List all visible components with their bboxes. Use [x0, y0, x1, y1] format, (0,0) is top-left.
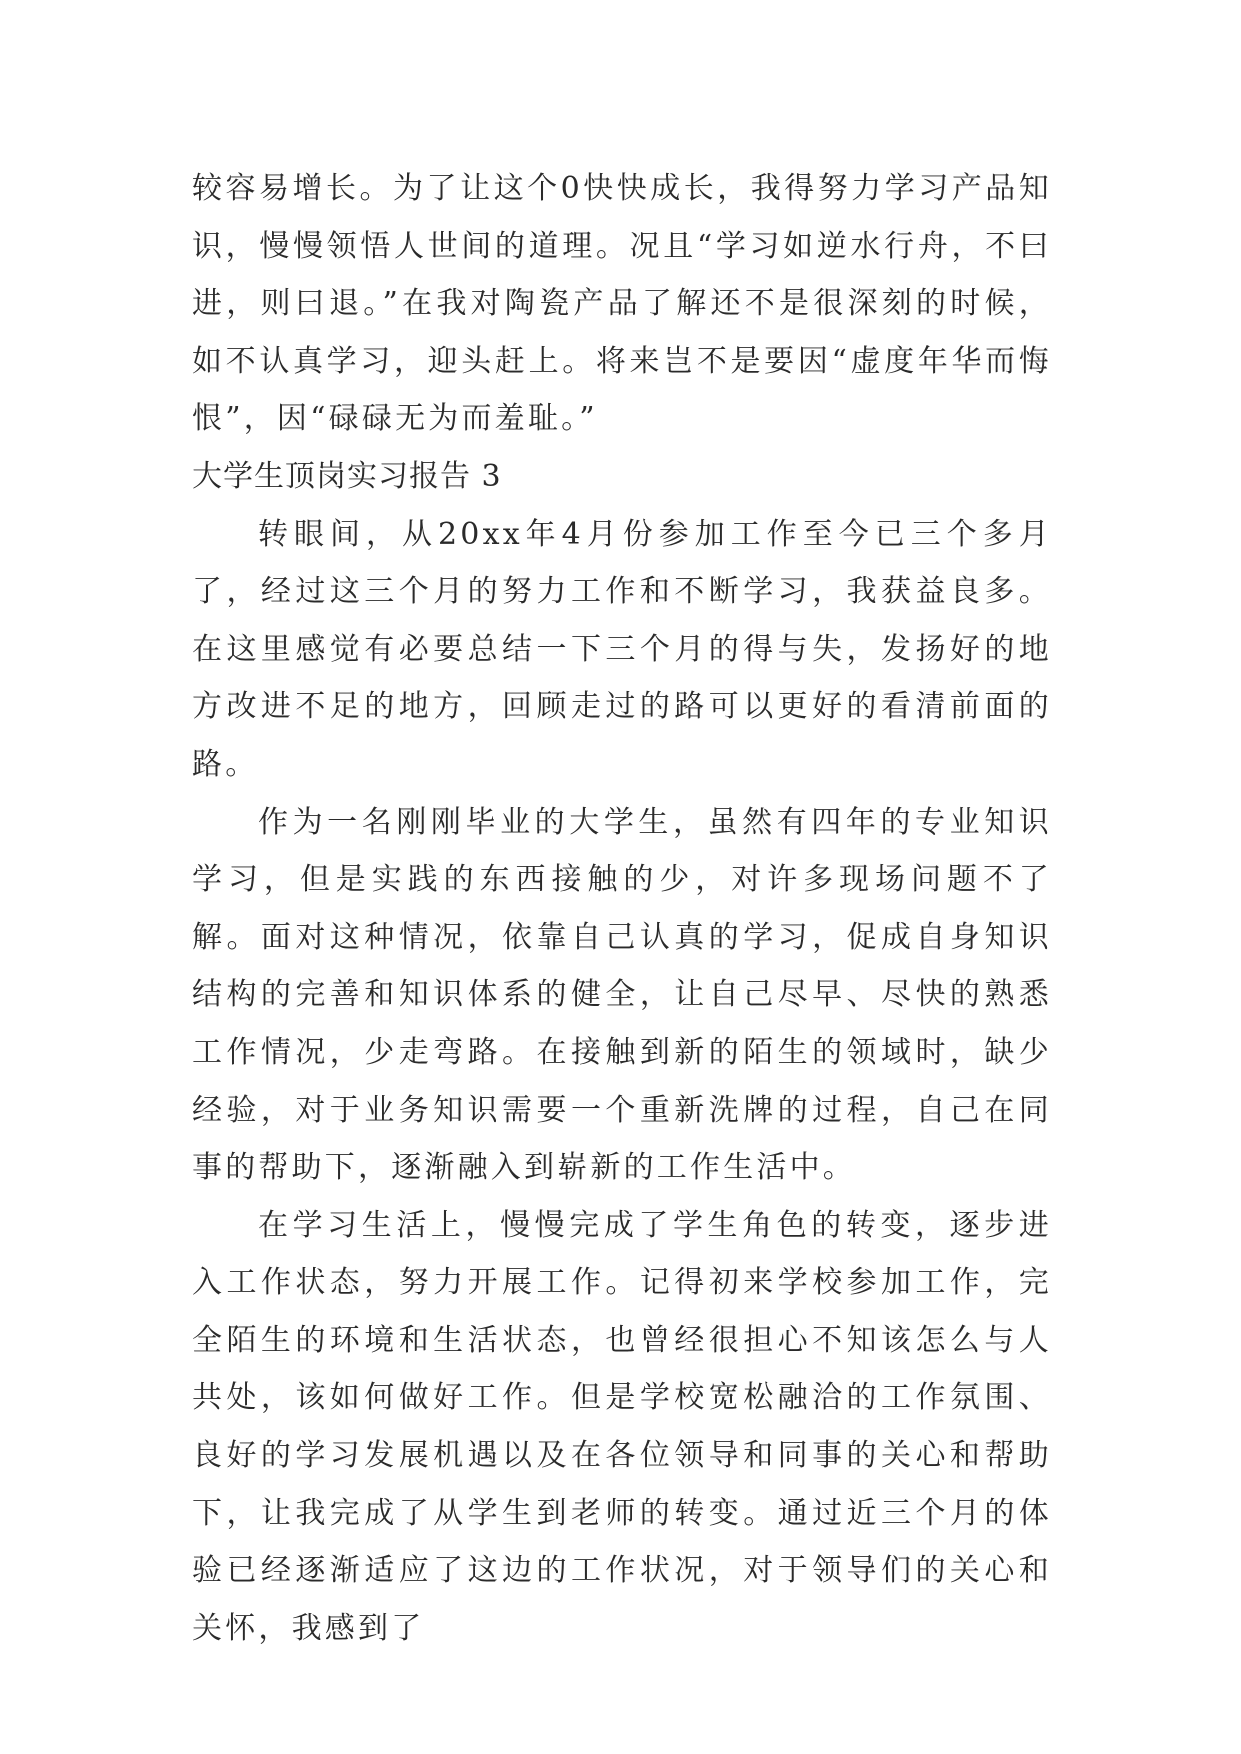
document-body: [192, 160, 1052, 1657]
body-paragraph-2: 作为一名刚刚毕业的大学生，虽然有四年的专业知识学习，但是实践的东西接触的少，对许多现场问题不了解。面对这种情况，依靠自己认真的学习，促成自身知识结构的完善和知识体系的健全，让自己尽早、尽快的熟悉工作情况，少走弯路。在接触到新的陌生的领域时，缺少经验，对于业务知识需要一个重新洗牌的过程，自己在同事的帮助下，逐渐融入到崭新的工作生活中。: [192, 804, 1052, 1186]
section-title: 大学生顶岗实习报告 3: [192, 458, 502, 494]
body-paragraph-3: 在学习生活上，慢慢完成了学生角色的转变，逐步进入工作状态，努力开展工作。记得初来学校参加工作，完全陌生的环境和生活状态，也曾经很担心不知该怎么与人共处，该如何做好工作。但是学校宽松融洽的工作氛围、良好的学习发展机遇以及在各位领导和同事的关心和帮助下，让我完成了从学生到老师的转变。通过近三个月的体验已经逐渐适应了这边的工作状况，对于领导们的关心和关怀，我感到了: [192, 1207, 1052, 1646]
body-paragraph-1: 转眼间，从20xx年4月份参加工作至今已三个多月了，经过这三个月的努力工作和不断学习，我获益良多。在这里感觉有必要总结一下三个月的得与失，发扬好的地方改进不足的地方，回顾走过的路可以更好的看清前面的路。: [192, 516, 1052, 782]
continuation-paragraph: 较容易增长。为了让这个0快快成长，我得努力学习产品知识，慢慢领悟人世间的道理。况且“学习如逆水行舟，不曰进，则曰退。”在我对陶瓷产品了解还不是很深刻的时候，如不认真学习，迎头赶上。将来岂不是要因“虚度年华而悔恨”，因“碌碌无为而羞耻。”: [192, 171, 1052, 437]
